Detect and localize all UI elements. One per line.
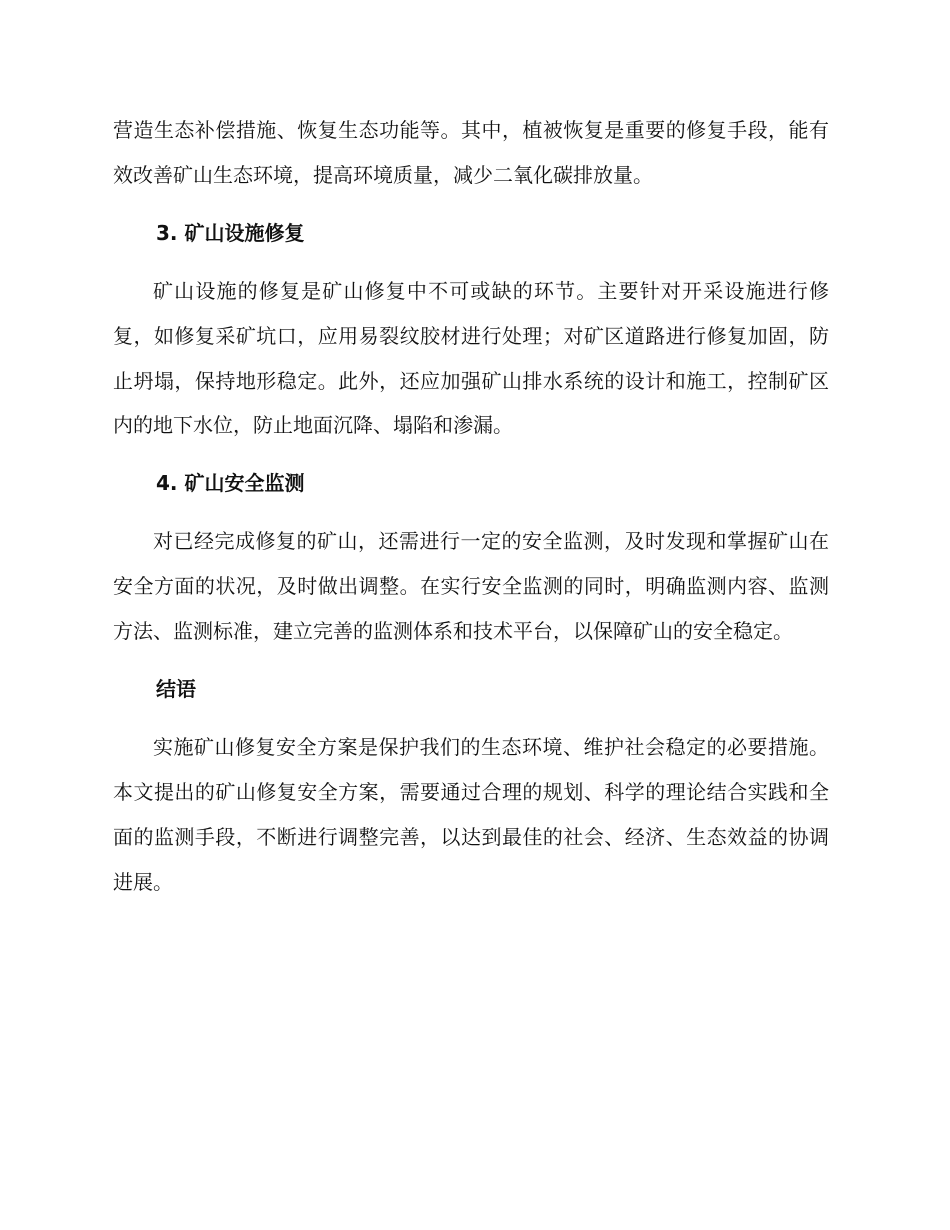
paragraph-gap (113, 654, 829, 667)
paragraph-gap (113, 506, 829, 519)
paragraph-continuation: 营造生态补偿措施、恢复生态功能等。其中，植被恢复是重要的修复手段，能有效改善矿山生态环境，提高环境质量，减少二氧化碳排放量。 (113, 118, 829, 187)
paragraph-gap (113, 198, 829, 211)
section-heading-facility-repair: 3. 矿山设施修复 (156, 220, 305, 245)
paragraph-gap (113, 256, 829, 269)
section-heading-conclusion: 结语 (156, 676, 196, 701)
section-heading-safety-monitoring: 4. 矿山安全监测 (156, 471, 305, 496)
paragraph-safety-monitoring: 对已经完成修复的矿山，还需进行一定的安全监测，及时发现和掌握矿山在安全方面的状况，及时做出调整。在实行安全监测的同时，明确监测内容、监测方法、监测标准，建立完善的监测体系和技术平台，以保障矿山的安全稳定。 (113, 529, 829, 644)
paragraph-conclusion: 实施矿山修复安全方案是保护我们的生态环境、维护社会稳定的必要措施。本文提出的矿山修复安全方案，需要通过合理的规划、科学的理论结合实践和全面的监测手段，不断进行调整完善，以达到最佳的社会、经济、生态效益的协调进展。 (113, 734, 829, 894)
document-body (113, 108, 829, 905)
paragraph-facility-repair: 矿山设施的修复是矿山修复中不可或缺的环节。主要针对开采设施进行修复，如修复采矿坑口，应用易裂纹胶材进行处理；对矿区道路进行修复加固，防止坍塌，保持地形稳定。此外，还应加强矿山排水系统的设计和施工，控制矿区内的地下水位，防止地面沉降、塌陷和渗漏。 (113, 278, 829, 438)
paragraph-gap (113, 448, 829, 461)
paragraph-gap (113, 712, 829, 725)
